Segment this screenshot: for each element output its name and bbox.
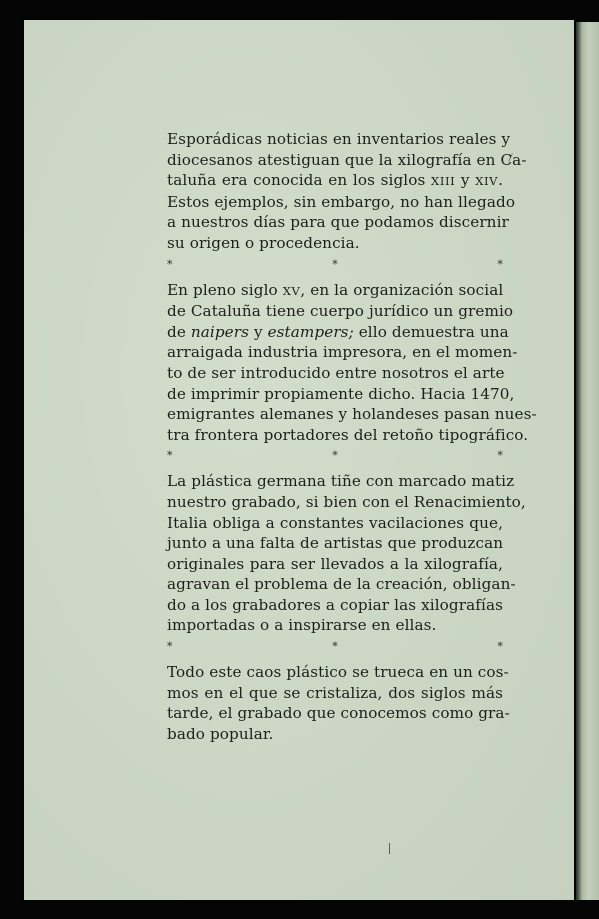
text-run: y bbox=[455, 171, 476, 190]
text-line bbox=[167, 513, 503, 534]
text-run: diocesanos atestiguan que la xilografía en Ca- bbox=[167, 150, 527, 169]
text-line bbox=[167, 192, 516, 213]
asterisk-ornament: * bbox=[167, 257, 173, 271]
text-run: do a los grabadores a copiar las xilografías bbox=[167, 595, 503, 614]
text-line bbox=[167, 363, 503, 384]
paragraph bbox=[167, 280, 537, 446]
text-run: Italia obliga a constantes vacilaciones que, bbox=[167, 513, 503, 532]
paragraph bbox=[167, 471, 526, 636]
text-run: originales para ser llevados a la xilografía, bbox=[167, 554, 503, 573]
text-line bbox=[167, 492, 526, 513]
section-separator bbox=[167, 447, 503, 465]
text-line bbox=[167, 301, 514, 322]
text-run: En pleno siglo bbox=[167, 280, 283, 299]
text-line bbox=[167, 662, 509, 683]
adjacent-page-edge bbox=[576, 22, 599, 900]
text-run: nuestro grabado, si bien con el Renacimiento, bbox=[167, 492, 526, 511]
asterisk-ornament: * bbox=[332, 449, 338, 463]
text-line bbox=[167, 615, 503, 636]
section-separator bbox=[167, 638, 503, 656]
crease-mark bbox=[389, 843, 390, 854]
text-line bbox=[167, 322, 509, 343]
asterisk-ornament: * bbox=[167, 449, 173, 463]
text-run: Esporádicas noticias en inventarios reales y bbox=[167, 130, 511, 148]
text-run: tra frontera portadores del retoño tipográfico. bbox=[167, 425, 529, 444]
text-run: de Cataluña tiene cuerpo jurídico un gremio bbox=[167, 302, 514, 321]
text-line bbox=[167, 554, 503, 575]
asterisk-ornament: * bbox=[497, 640, 503, 654]
paragraph bbox=[167, 662, 510, 744]
text-run: tarde, el grabado que conocemos como gra- bbox=[167, 704, 510, 723]
text-run: Estos ejemplos, sin embargo, no han llegado bbox=[167, 192, 516, 211]
text-line bbox=[167, 471, 515, 492]
body-text bbox=[167, 129, 537, 744]
text-line bbox=[167, 574, 516, 595]
text-run: . bbox=[498, 171, 503, 190]
asterisk-ornament: * bbox=[167, 640, 173, 654]
roman-numeral: XV bbox=[282, 283, 301, 298]
book-page bbox=[24, 20, 574, 900]
text-run: emigrantes alemanes y holandeses pasan nues- bbox=[167, 405, 537, 424]
text-run: su origen o procedencia. bbox=[167, 233, 360, 252]
text-run: importadas o a inspirarse en ellas. bbox=[167, 616, 437, 635]
text-run: agravan el problema de la creación, obligan- bbox=[167, 575, 516, 594]
italic-term: naipers bbox=[190, 322, 250, 341]
paragraph bbox=[167, 129, 527, 254]
text-run: junto a una falta de artistas que produzcan bbox=[167, 534, 504, 553]
text-line bbox=[167, 212, 509, 233]
text-line bbox=[167, 425, 529, 446]
text-run: y bbox=[249, 322, 268, 341]
text-run: La plástica germana tiñe con marcado matiz bbox=[167, 472, 515, 491]
text-run: bado popular. bbox=[167, 724, 274, 743]
text-line bbox=[167, 724, 503, 745]
roman-numeral: XIV bbox=[475, 174, 499, 189]
italic-term: estampers; bbox=[267, 322, 354, 341]
text-line bbox=[167, 129, 511, 150]
text-run: de bbox=[167, 322, 191, 341]
text-line bbox=[167, 595, 503, 616]
text-run: a nuestros días para que podamos discernir bbox=[167, 213, 509, 232]
asterisk-ornament: * bbox=[497, 257, 503, 271]
text-line bbox=[167, 280, 503, 302]
text-run: to de ser introducido entre nosotros el arte bbox=[167, 363, 505, 382]
text-line bbox=[167, 170, 503, 192]
text-line bbox=[167, 233, 503, 254]
text-line bbox=[167, 384, 515, 405]
text-line bbox=[167, 404, 537, 425]
asterisk-ornament: * bbox=[497, 449, 503, 463]
section-separator bbox=[167, 256, 503, 274]
text-run: mos en el que se cristaliza, dos siglos más bbox=[167, 683, 503, 702]
asterisk-ornament: * bbox=[332, 640, 338, 654]
text-run: , en la organización social bbox=[300, 280, 504, 299]
text-run: taluña era conocida en los siglos bbox=[167, 171, 432, 190]
text-run: Todo este caos plástico se trueca en un cos- bbox=[167, 663, 509, 682]
text-line bbox=[167, 683, 503, 704]
text-line bbox=[167, 533, 503, 554]
text-run: ello demuestra una bbox=[353, 322, 509, 341]
text-run: arraigada industria impresora, en el momen- bbox=[167, 343, 518, 362]
text-line bbox=[167, 150, 527, 171]
text-line bbox=[167, 342, 518, 363]
text-line bbox=[167, 703, 510, 724]
asterisk-ornament: * bbox=[332, 257, 338, 271]
text-run: de imprimir propiamente dicho. Hacia 1470, bbox=[167, 384, 515, 403]
roman-numeral: XIII bbox=[431, 174, 456, 189]
